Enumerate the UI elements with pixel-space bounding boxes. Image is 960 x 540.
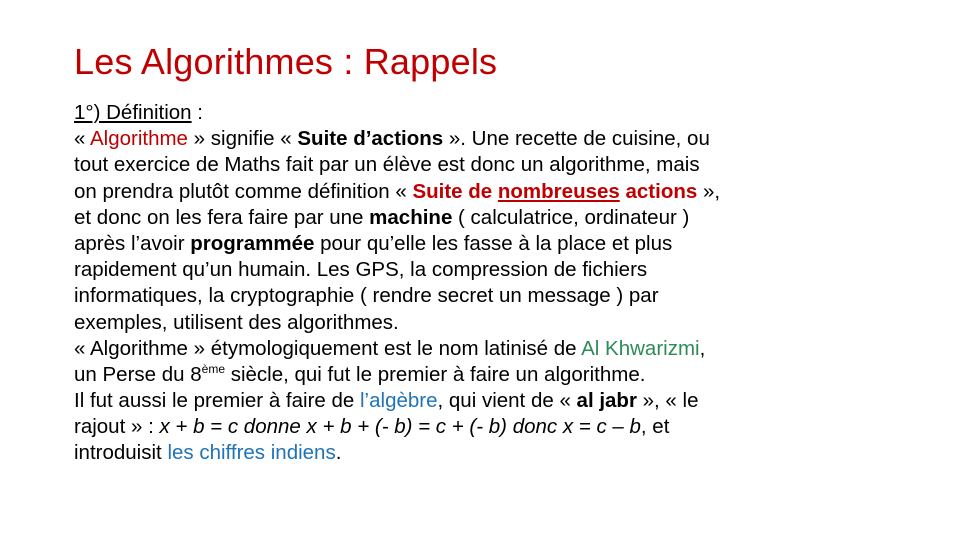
definition-heading-label: 1°) Définition — [74, 101, 192, 124]
slide-body — [74, 100, 894, 467]
text-run: siècle, qui fut le premier à faire un algorithme. — [225, 362, 646, 386]
equation: x + b = c donne x + b + (- b) = c + (- b) donc x = c – b — [159, 415, 641, 439]
text-run: , et — [640, 415, 670, 439]
slide-title: Les Algorithmes : Rappels — [74, 41, 498, 82]
term-algorithme: Algorithme — [89, 127, 188, 151]
definition-heading-suffix: : — [191, 101, 203, 124]
text-run: , — [699, 336, 706, 360]
text-run: rajout » : — [74, 415, 160, 439]
term-actions: actions — [619, 179, 698, 203]
term-suite-de: Suite de — [412, 179, 498, 203]
term-al-jabr: al jabr — [576, 389, 637, 413]
paragraph-1-line-4 — [74, 205, 894, 231]
term-programmee: programmée — [190, 231, 315, 255]
paragraph-2-line-2 — [74, 362, 894, 388]
text-run: et donc on les fera faire par une — [74, 205, 370, 229]
text-run: , qui vient de « — [437, 389, 577, 413]
paragraph-3-line-2 — [74, 414, 894, 440]
term-nombreuses: nombreuses — [497, 179, 620, 203]
term-algebre: l’algèbre — [360, 389, 438, 413]
text-run: », — [697, 179, 721, 203]
term-machine: machine — [369, 205, 453, 229]
text-run: », « le — [636, 389, 699, 413]
name-al-khwarizmi: Al Khwarizmi — [581, 336, 700, 360]
paragraph-1-line-5 — [74, 231, 894, 257]
text-run: ( calculatrice, ordinateur ) — [452, 205, 690, 229]
paragraph-3-line-1 — [74, 388, 894, 414]
text-run: Il fut aussi le premier à faire de — [74, 389, 360, 413]
text-run: « — [74, 127, 90, 151]
text-run: pour qu’elle les fasse à la place et plus — [314, 231, 673, 255]
paragraph-3-line-3 — [74, 440, 894, 466]
text-run: introduisit — [74, 441, 168, 465]
text-run: on prendra plutôt comme définition « — [74, 179, 413, 203]
paragraph-2-line-1 — [74, 336, 894, 362]
superscript-eme: ème — [201, 361, 225, 376]
term-chiffres-indiens: les chiffres indiens — [167, 441, 336, 465]
paragraph-1-line-3 — [74, 179, 894, 205]
paragraph-1-line-2: tout exercice de Maths fait par un élève est donc un algorithme, mais — [74, 153, 700, 177]
text-run: après l’avoir — [74, 231, 191, 255]
definition-heading — [74, 100, 894, 126]
paragraph-1-line-6: rapidement qu’un humain. Les GPS, la compression de fichiers — [74, 258, 648, 282]
text-run: . — [335, 441, 342, 465]
text-run: « Algorithme » étymologiquement est le nom latinisé de — [74, 336, 582, 360]
text-run: » signifie « — [187, 127, 298, 151]
paragraph-1-line-8: exemples, utilisent des algorithmes. — [74, 310, 399, 334]
text-run: ». Une recette de cuisine, ou — [443, 127, 710, 151]
paragraph-1-line-7: informatiques, la cryptographie ( rendre secret un message ) par — [74, 284, 659, 308]
paragraph-1-line-1 — [74, 126, 894, 152]
text-run: un Perse du 8 — [74, 362, 202, 386]
term-suite-actions: Suite d’actions — [297, 127, 444, 151]
